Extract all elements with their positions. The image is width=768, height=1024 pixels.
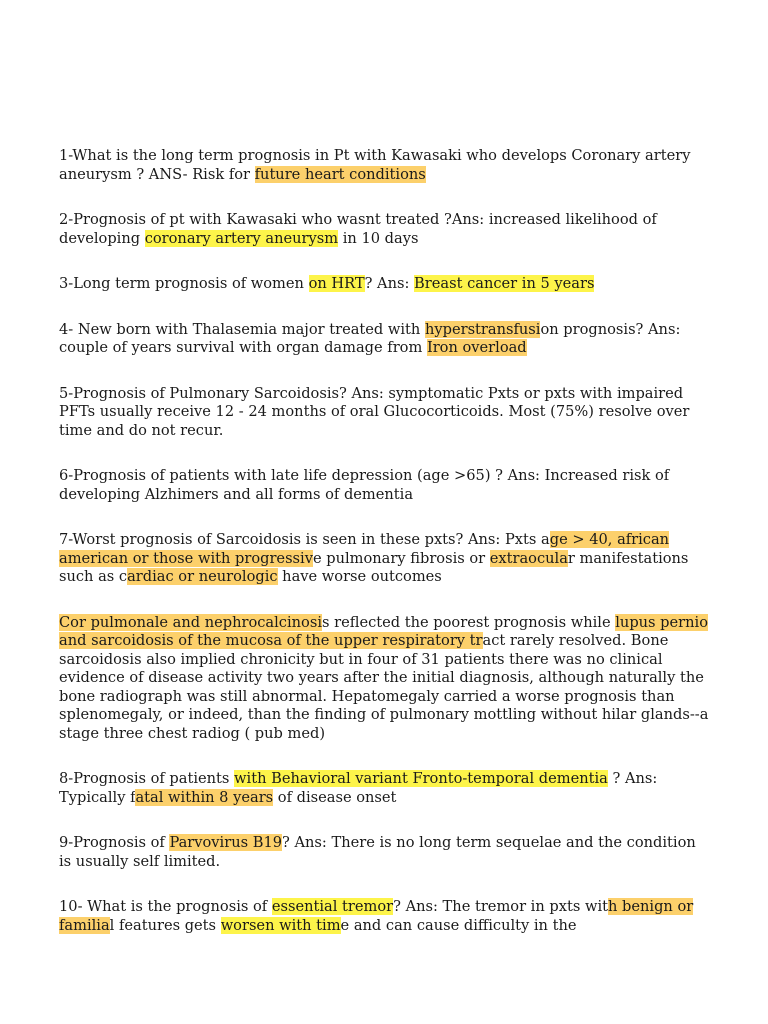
highlighted-text: with Behavioral variant Fronto-temporal dementia (234, 770, 608, 787)
paragraph-p6 (59, 467, 709, 504)
text-run: 4- New born with Thalasemia major treated with (59, 320, 425, 338)
highlighted-text: Breast cancer in 5 years (414, 275, 595, 292)
text-run: 8-Prognosis of patients (59, 770, 235, 787)
highlighted-text: Parvovirus B19 (169, 834, 283, 851)
text-run: 6-Prognosis of patients with late life depression (age >65) ? Ans: Increased risk of developing Alzhimers and all forms of dementia (59, 467, 670, 503)
text-run: act rarely resolved. Bone sarcoidosis also implied chronicity but in four of 31 patients there was no clinical evidence of disease activity two years after the initial diagnosis, although naturally the bone radiograph was still abnormal. Hepatomegaly carried a worse prognosis than splenomegaly, or indeed, than the finding of pulmonary mottling without hilar glands--a stage three chest radiog ( pub med) (59, 632, 709, 742)
highlighted-text: lupus pernio and sarcoidosis of the mucosa of the upper respiratory tr (59, 613, 708, 649)
paragraph-p11 (59, 898, 709, 935)
paragraph-p7 (59, 531, 709, 587)
highlighted-text: worsen with tim (220, 916, 341, 934)
highlighted-text: atal within 8 years (135, 788, 274, 806)
text-run: of disease onset (273, 788, 397, 806)
text-run: 5-Prognosis of Pulmonary Sarcoidosis? Ans: symptomatic Pxts or pxts with impaired PFTs usually receive 12 - 24 months of oral Glucocorticoids. Most (75%) resolve over time and do not recur. (59, 384, 690, 439)
text-run: r manifestations such as c (59, 549, 689, 585)
text-run: ? Ans: The tremor in pxts wit (393, 898, 608, 915)
text-run: ? Ans: There is no long term sequelae and the condition is usually self limited. (59, 834, 696, 870)
text-run: ? Ans: (364, 275, 415, 292)
highlighted-text: ge > 40, african american or those with progressiv (59, 531, 670, 567)
text-run: 9-Prognosis of (59, 834, 170, 851)
paragraph-p3 (59, 275, 709, 294)
text-run: have worse outcomes (277, 568, 442, 585)
paragraph-p9 (59, 770, 709, 807)
highlighted-text: h benign or familia (59, 898, 694, 934)
text-run: 7-Worst prognosis of Sarcoidosis is seen in these pxts? Ans: Pxts a (59, 531, 550, 548)
highlighted-text: Iron overload (426, 339, 527, 356)
text-run: 1-What is the long term prognosis in Pt with Kawasaki who develops Coronary artery aneurysm ? ANS- Risk for (59, 147, 691, 183)
text-run: on prognosis? Ans: couple of years survival with organ damage from (59, 320, 681, 356)
text-run: 10- What is the prognosis of (59, 898, 272, 915)
highlighted-text: future heart conditions (254, 165, 426, 183)
highlighted-text: hyperstransfusi (424, 320, 541, 338)
paragraph-p10 (59, 834, 709, 871)
text-run: in 10 days (338, 229, 419, 247)
text-run: 3-Long term prognosis of women (59, 275, 309, 292)
highlighted-text: essential tremor (271, 898, 394, 915)
highlighted-text: coronary artery aneurysm (144, 229, 339, 247)
text-run: ? Ans: Typically f (59, 770, 658, 806)
text-run: e and can cause difficulty in the (340, 916, 577, 934)
highlighted-text: Cor pulmonale and nephrocalcinosi (59, 613, 322, 631)
text-run: s reflected the poorest prognosis while (322, 613, 616, 631)
text-run: 2-Prognosis of pt with Kawasaki who wasnt treated ?Ans: increased likelihood of developing (59, 211, 657, 247)
text-run: l features gets (109, 916, 221, 934)
paragraph-p1 (59, 147, 709, 184)
highlighted-text: on HRT (308, 275, 365, 292)
text-run: e pulmonary fibrosis or (312, 549, 490, 567)
paragraph-p2 (59, 211, 709, 248)
paragraph-p4 (59, 321, 709, 358)
highlighted-text: extraocula (489, 549, 568, 567)
document-page (59, 147, 709, 935)
paragraph-p5 (59, 385, 709, 441)
paragraph-p8 (59, 614, 709, 744)
highlighted-text: ardiac or neurologic (127, 568, 278, 585)
